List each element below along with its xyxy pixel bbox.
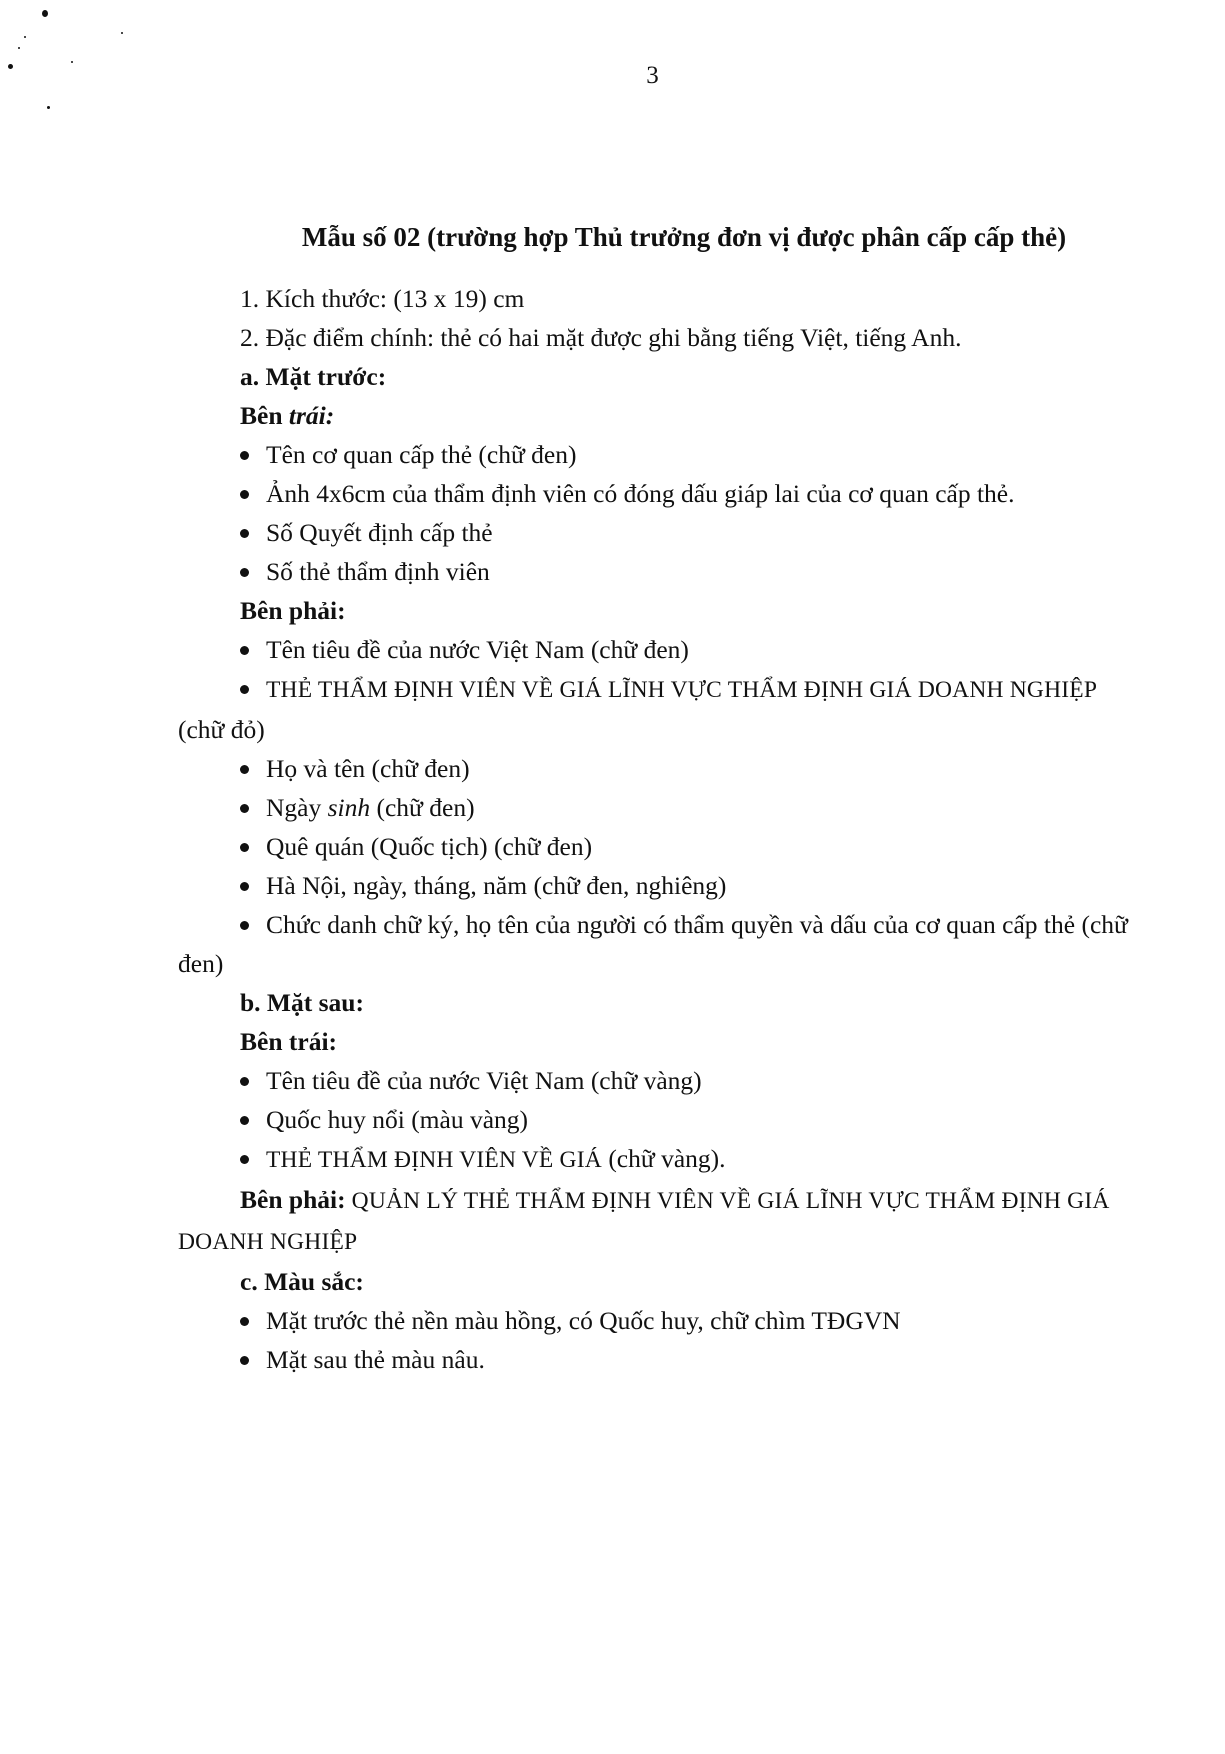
list-item [178,435,1138,474]
page-number: 3 [646,62,659,89]
size-line: 1. Kích thước: (13 x 19) cm [240,284,525,313]
features-rest: : thẻ có hai mặt được ghi bằng tiếng Việt, tiếng Anh. [426,323,962,352]
bullet-icon [240,1116,249,1125]
front-left-label [178,396,1138,435]
features-line [178,318,1138,357]
bullet-icon [240,804,249,813]
list-item [178,630,1138,669]
bullet-icon [240,490,249,499]
front-left-label-b: trái: [288,401,335,430]
list-item [178,866,1138,905]
back-heading: b. Mặt sau: [240,988,364,1017]
list-item-text: Ảnh 4x6cm của thẩm định viên có đóng dấu giáp lai của cơ quan cấp thẻ. [266,479,1015,508]
bullet-icon [240,1317,249,1326]
back-right-line [178,1180,1138,1262]
bullet-icon [240,921,249,930]
list-item [178,669,1138,749]
front-heading: a. Mặt trước: [240,362,387,391]
scan-speck [18,47,20,49]
list-item-text: Chức danh chữ ký, họ tên của người có thẩm quyền và dấu của cơ quan cấp thẻ (chữ đen) [178,910,1128,978]
back-left-label: Bên trái: [240,1027,338,1056]
back-right-text: QUẢN LÝ THẺ THẨM ĐỊNH VIÊN VỀ GIÁ LĨNH VỰC THẨM ĐỊNH GIÁ DOANH NGHIỆP [178,1188,1110,1255]
list-item-caps: THẺ THẨM ĐỊNH VIÊN VỀ GIÁ LĨNH VỰC THẨM ĐỊNH GIÁ DOANH NGHIỆP [266,677,1098,703]
features-italic: chính [370,323,427,352]
bullet-icon [240,1155,249,1164]
list-item-text: Tên cơ quan cấp thẻ (chữ đen) [266,440,577,469]
list-item-text: Mặt sau thẻ màu nâu. [266,1345,485,1374]
list-item [178,474,1138,513]
bullet-icon [240,568,249,577]
list-item-text: Quốc huy nổi (màu vàng) [266,1105,529,1134]
list-item-text: (chữ vàng). [601,1144,726,1173]
list-item [178,552,1138,591]
scan-speck [24,36,26,38]
colors-heading: c. Màu sắc: [240,1267,364,1296]
bullet-icon [240,529,249,538]
list-item-text: Tên tiêu đề của nước Việt Nam (chữ đen) [266,635,689,664]
scan-speck [121,32,123,34]
list-item-text: Quê quán (Quốc tịch) (chữ đen) [266,832,593,861]
front-right-label: Bên phải: [240,596,346,625]
list-item [178,749,1138,788]
document-body [178,222,1138,1379]
list-item-italic: sinh [327,793,371,822]
features-prefix: 2. Đặc điểm [240,323,371,352]
bullet-icon [240,646,249,655]
list-item [178,1100,1138,1139]
bullet-icon [240,843,249,852]
list-item [178,1301,1138,1340]
list-item [178,827,1138,866]
page-title: Mẫu số 02 (trường hợp Thủ trưởng đơn vị được phân cấp cấp thẻ) [301,222,1067,252]
list-item-text: Số thẻ thẩm định viên [266,557,490,586]
list-item [178,788,1138,827]
bullet-icon [240,685,249,694]
list-item-text: Tên tiêu đề của nước Việt Nam (chữ vàng) [266,1066,702,1095]
back-right-label: Bên phải: [240,1185,346,1214]
front-left-label-a: Bên [240,401,289,430]
scan-speck [42,10,48,17]
list-item-text: Ngày [266,793,328,822]
bullet-icon [240,882,249,891]
bullet-icon [240,1077,249,1086]
list-item [178,1340,1138,1379]
bullet-icon [240,451,249,460]
list-item-text: Họ và tên (chữ đen) [266,754,470,783]
list-item-text: (chữ đen) [370,793,475,822]
list-item-text: Mặt trước thẻ nền màu hồng, có Quốc huy, chữ chìm TĐGVN [266,1306,901,1335]
list-item-text: Hà Nội, ngày, tháng, năm (chữ đen, nghiêng) [266,871,727,900]
list-item [178,1139,1138,1180]
list-item [178,513,1138,552]
bullet-icon [240,1356,249,1365]
list-item-caps: THẺ THẨM ĐỊNH VIÊN VỀ GIÁ [266,1147,602,1173]
list-item-text: (chữ đỏ) [178,715,265,744]
scan-speck [47,106,50,109]
bullet-icon [240,765,249,774]
list-item [178,905,1138,983]
list-item [178,1061,1138,1100]
list-item-text: Số Quyết định cấp thẻ [266,518,493,547]
